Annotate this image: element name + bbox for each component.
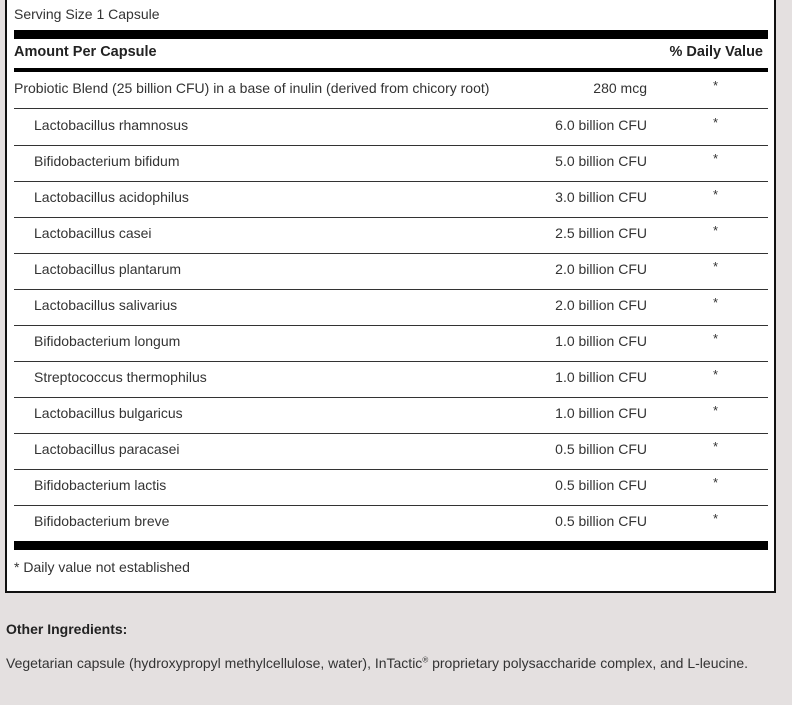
ingredient-daily-value: * — [713, 151, 719, 166]
table-row — [14, 505, 768, 541]
table-row — [14, 325, 768, 362]
ingredient-amount: 2.0 billion CFU — [555, 297, 647, 313]
ingredient-amount: 2.0 billion CFU — [555, 261, 647, 277]
registered-mark: ® — [422, 655, 429, 665]
ingredient-daily-value: * — [713, 331, 719, 346]
ingredient-amount: 3.0 billion CFU — [555, 189, 647, 205]
supplement-facts-panel — [5, 0, 776, 593]
ingredient-daily-value: * — [713, 475, 719, 490]
bottom-thick-divider — [14, 541, 768, 550]
table-row — [14, 289, 768, 326]
ingredient-amount: 0.5 billion CFU — [555, 441, 647, 457]
ingredient-name: Streptococcus thermophilus — [34, 369, 207, 385]
ingredient-name: Bifidobacterium longum — [34, 333, 181, 349]
ingredient-name: Lactobacillus acidophilus — [34, 189, 189, 205]
table-row — [14, 469, 768, 506]
other-ingredients-text-start: Vegetarian capsule (hydroxypropyl methylcellulose, water), InTactic — [6, 655, 423, 671]
table-row — [14, 181, 768, 218]
ingredient-amount: 0.5 billion CFU — [555, 477, 647, 493]
amount-per-capsule-header: Amount Per Capsule — [14, 44, 157, 60]
table-row — [14, 217, 768, 254]
daily-value-footnote: * Daily value not established — [14, 559, 190, 575]
ingredient-name: Lactobacillus rhamnosus — [34, 117, 189, 133]
ingredient-daily-value: * — [713, 403, 719, 418]
ingredient-daily-value: * — [713, 439, 719, 454]
ingredient-name: Probiotic Blend (25 billion CFU) in a base of inulin (derived from chicory root) — [14, 80, 490, 96]
ingredient-daily-value: * — [713, 223, 719, 238]
ingredient-name: Bifidobacterium bifidum — [34, 153, 180, 169]
ingredient-name: Lactobacillus plantarum — [34, 261, 182, 277]
ingredient-amount: 1.0 billion CFU — [555, 369, 647, 385]
other-ingredients-heading: Other Ingredients: — [6, 621, 128, 637]
other-ingredients-text — [6, 655, 748, 671]
ingredient-name: Bifidobacterium lactis — [34, 477, 167, 493]
table-row — [14, 433, 768, 470]
ingredient-amount: 6.0 billion CFU — [555, 117, 647, 133]
ingredient-daily-value: * — [713, 367, 719, 382]
ingredient-amount: 1.0 billion CFU — [555, 333, 647, 349]
table-row — [14, 145, 768, 182]
ingredient-amount: 280 mcg — [593, 80, 647, 96]
ingredient-name: Lactobacillus bulgaricus — [34, 405, 183, 421]
ingredient-amount: 0.5 billion CFU — [555, 513, 647, 529]
table-row — [14, 397, 768, 434]
ingredient-daily-value: * — [713, 115, 719, 130]
ingredient-daily-value: * — [713, 511, 719, 526]
table-row — [14, 109, 768, 146]
table-row — [14, 361, 768, 398]
other-ingredients-text-end: proprietary polysaccharide complex, and L-leucine. — [428, 655, 749, 671]
ingredient-daily-value: * — [713, 187, 719, 202]
ingredient-amount: 2.5 billion CFU — [555, 225, 647, 241]
ingredient-daily-value: * — [713, 259, 719, 274]
table-row — [14, 72, 768, 109]
ingredient-name: Lactobacillus salivarius — [34, 297, 178, 313]
ingredient-amount: 5.0 billion CFU — [555, 153, 647, 169]
ingredient-name: Lactobacillus paracasei — [34, 441, 180, 457]
ingredient-name: Lactobacillus casei — [34, 225, 152, 241]
ingredient-amount: 1.0 billion CFU — [555, 405, 647, 421]
ingredient-name: Bifidobacterium breve — [34, 513, 170, 529]
top-thick-divider — [14, 30, 768, 39]
ingredient-daily-value: * — [713, 78, 719, 93]
table-row — [14, 253, 768, 290]
serving-size: Serving Size 1 Capsule — [14, 6, 160, 22]
daily-value-header: % Daily Value — [669, 44, 763, 60]
ingredient-daily-value: * — [713, 295, 719, 310]
